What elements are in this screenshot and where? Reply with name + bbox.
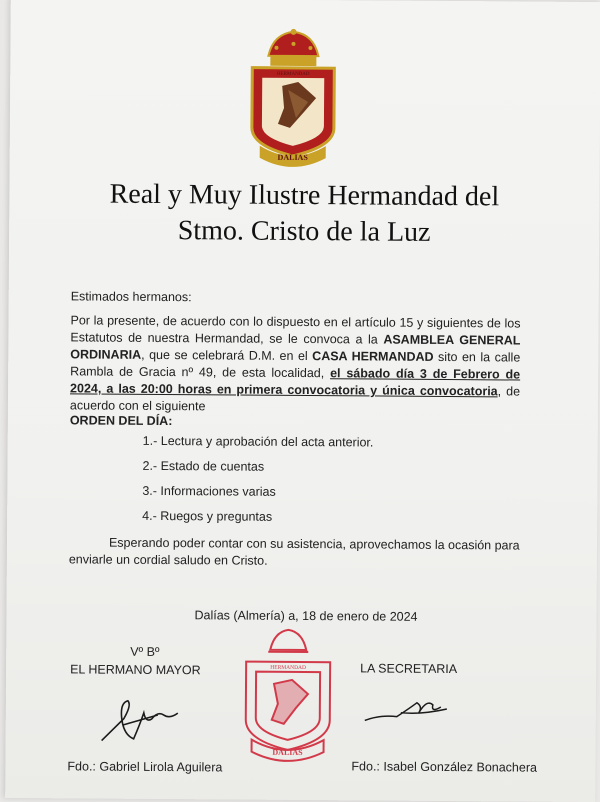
- svg-text:HERMANDAD: HERMANDAD: [277, 72, 310, 77]
- closing-paragraph: Esperando poder contar con su asistencia, aprovechamos la ocasión para enviarle un cordial saludo en Cristo.: [69, 534, 529, 571]
- signature-hermano-mayor: [94, 689, 189, 750]
- hermandad-crest-emblem: [238, 28, 349, 169]
- svg-text:HERMANDAD: HERMANDAD: [270, 665, 306, 671]
- title-line-2: Stmo. Cristo de la Luz: [64, 212, 544, 251]
- document-sheet: [5, 0, 600, 802]
- agenda-item: 3.- Informaciones varias: [142, 483, 276, 501]
- convocation-paragraph: [70, 312, 521, 417]
- body-text-4: , de acuerdo con el siguiente: [70, 384, 520, 413]
- greeting: Estimados hermanos:: [71, 288, 192, 306]
- hermano-mayor-label: EL HERMANO MAYOR: [70, 661, 201, 679]
- agenda-title: ORDEN DEL DÍA:: [70, 412, 173, 430]
- meeting-date-time: el sábado día 3 de Febrero de 2024, a las 20:00 horas en primera convocatoria y única convocatoria: [70, 366, 520, 398]
- crown-icon: [268, 29, 318, 66]
- title-line-1: Real y Muy Ilustre Hermandad del: [64, 176, 544, 215]
- svg-text:DALIAS: DALIAS: [272, 748, 303, 757]
- document-date: Dalías (Almería) a, 18 de enero de 2024: [194, 607, 417, 626]
- assembly-name: ASAMBLEA GENERAL ORDINARIA: [70, 333, 520, 362]
- venue-name: CASA HERMANDAD: [312, 349, 433, 364]
- signatory-secretaria: Fdo.: Isabel González Bonachera: [351, 758, 537, 776]
- visto-bueno-label: Vº Bº: [130, 644, 159, 661]
- signatory-hermano-mayor: Fdo.: Gabriel Lirola Aguilera: [67, 758, 222, 776]
- agenda-item: 4.- Ruegos y preguntas: [142, 508, 272, 526]
- body-text-1: Por la presente, de acuerdo con lo dispuesto en el artículo 15 y siguientes de los Estatutos de nuestra Hermandad, se le convoca a la: [70, 313, 520, 346]
- body-text-2: , que se celebrará D.M. en el: [141, 348, 312, 363]
- document-title: [64, 176, 544, 251]
- agenda-item: 2.- Estado de cuentas: [142, 458, 264, 476]
- body-text-3: sito en la calle Rambla de Gracia nº 49, de esta localidad,: [70, 350, 520, 380]
- secretaria-label: LA SECRETARIA: [360, 660, 457, 678]
- hermandad-seal-stamp: [237, 628, 338, 764]
- agenda-item: 1.- Lectura y aprobación del acta anterior.: [143, 433, 374, 452]
- signature-secretaria: [361, 688, 451, 729]
- crest-banner-text: DALIAS: [278, 153, 309, 162]
